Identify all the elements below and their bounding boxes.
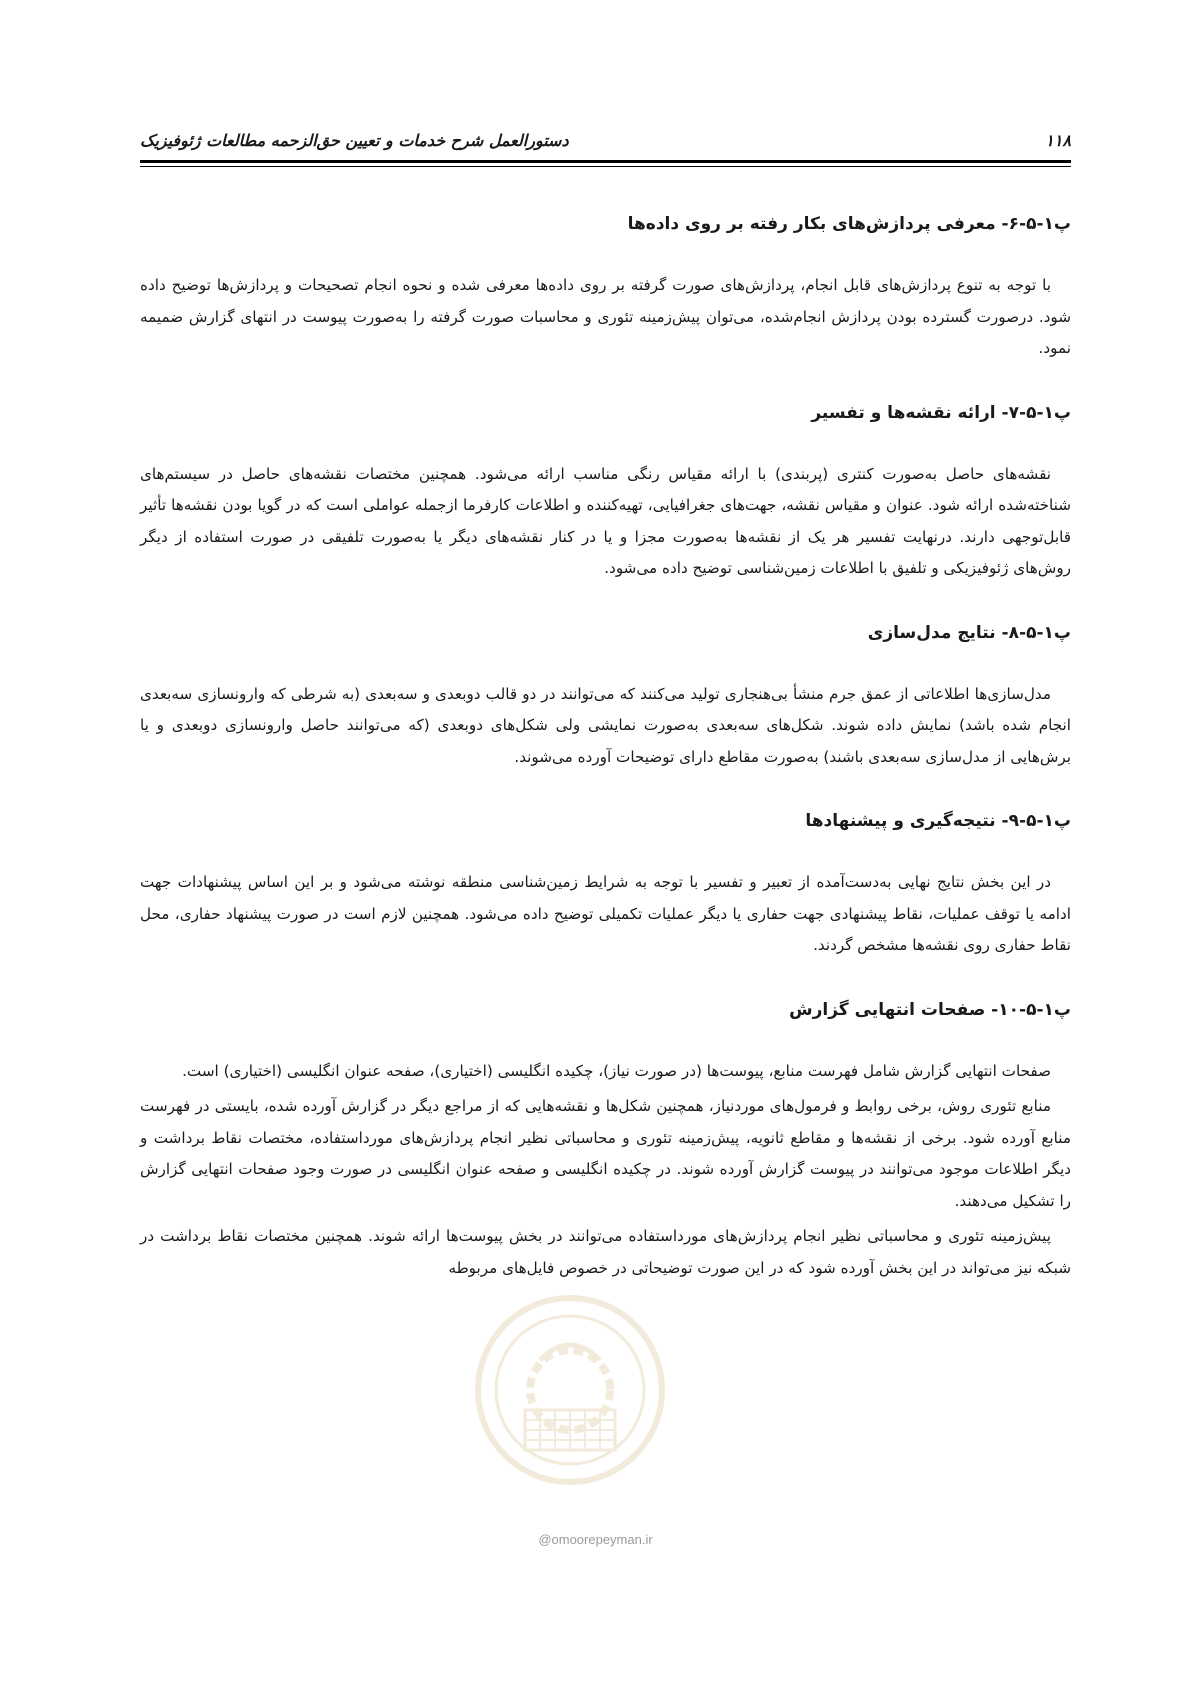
running-header xyxy=(140,128,1071,152)
section-heading: پ۱-۵-۶- معرفی پردازش‌های بکار رفته بر روی داده‌ها xyxy=(627,214,1071,234)
header-rule xyxy=(140,160,1071,167)
paragraph: با توجه به تنوع پردازش‌های قابل انجام، پردازش‌های صورت گرفته بر روی داده‌ها معرفی شده و نحوه انجام تصحیحات و پردازش‌ها توضیح داده شود. درصورت گسترده بودن پردازش انجام‌شده، می‌توان پیش‌زمینه تئوری و محاسبات صورت گرفته را به‌صورت پیوست در انتهای گزارش ضمیمه نمود. xyxy=(140,276,1071,357)
section-7 xyxy=(140,399,1071,585)
book-title: دستورالعمل شرح خدمات و تعیین حق‌الزحمه مطالعات ژئوفیزیک xyxy=(140,130,569,150)
page-content xyxy=(140,210,1071,1288)
section-6 xyxy=(140,210,1071,365)
section-10 xyxy=(140,996,1071,1285)
paragraph: در این بخش نتایج نهایی به‌دست‌آمده از تعبیر و تفسیر با توجه به شرایط زمین‌شناسی منطقه نوشته می‌شود و بر این اساس پیشنهادات جهت ادامه یا توقف عملیات، نقاط پیشنهادی جهت حفاری یا دیگر عملیات تکمیلی توضیح داده می‌شود. همچنین لازم است در صورت پیشنهاد حفاری، محل نقاط حفاری روی نقشه‌ها مشخص گردند. xyxy=(140,873,1071,954)
section-8 xyxy=(140,619,1071,774)
document-page xyxy=(140,0,1071,1684)
paragraph: مدل‌سازی‌ها اطلاعاتی از عمق جرم منشأ بی‌هنجاری تولید می‌کنند که می‌توانند در دو قالب دوبعدی و سه‌بعدی (به شرطی که وارونسازی سه‌بعدی انجام شده باشد) نمایش داده شوند. شکل‌های سه‌بعدی به‌صورت نمایشی ولی شکل‌های دوبعدی (که می‌توانند حاصل وارونسازی دوبعدی و یا برش‌هایی از مدل‌سازی سه‌بعدی باشند) به‌صورت مقاطع دارای توضیحات آورده می‌شوند. xyxy=(140,684,1071,766)
paragraph: نقشه‌های حاصل به‌صورت کنتری (پربندی) با ارائه مقیاس رنگی مناسب ارائه می‌شود. همچنین مختصات نقشه‌های حاصل در سیستم‌های شناخته‌شده ارائه شود. عنوان و مقیاس نقشه، جهت‌های جغرافیایی، تهیه‌کننده و اطلاعات کارفرما ازجمله عواملی است که در گویا بودن نقشه‌ها تأثیر قابل‌توجهی دارند. درنهایت تفسیر هر یک از نقشه‌ها به‌صورت مجزا و یا در کنار نقشه‌های دیگر یا به‌صورت تلفیقی در صورت استفاده از دیگر روش‌های ژئوفیزیکی و تلفیق با اطلاعات زمین‌شناسی توضیح داده می‌شود. xyxy=(140,464,1071,577)
section-heading: پ۱-۵-۷- ارائه نقشه‌ها و تفسیر xyxy=(811,402,1071,423)
paragraph: صفحات انتهایی گزارش شامل فهرست منابع، پیوست‌ها (در صورت نیاز)، چکیده انگلیسی (اختیاری)، صفحه عنوان انگلیسی (اختیاری) است. xyxy=(182,1061,1051,1080)
page-number: ۱۱۸ xyxy=(1045,130,1071,150)
paragraph: منابع تئوری روش، برخی روابط و فرمول‌های موردنیاز، همچنین شکل‌ها و نقشه‌هایی که از مراجع دیگر در گزارش آورده شده، بایستی در فهرست منابع آورده شود. برخی از نقشه‌ها و مقاطع ثانویه، پیش‌زمینه تئوری و محاسباتی نظیر انجام پردازش‌های مورداستفاده، مختصات نقاط برداشت و دیگر اطلاعات موجود می‌توانند در پیوست گزارش آورده شوند. در چکیده انگلیسی و صفحه عنوان انگلیسی در صورت وجود صفحات انتهایی گزارش را تشکیل می‌دهند. xyxy=(140,1097,1071,1210)
section-heading: پ۱-۵-۹- نتیجه‌گیری و پیشنهادها xyxy=(805,811,1071,831)
website-watermark: @omoorepeyman.ir xyxy=(538,1532,653,1547)
section-9 xyxy=(140,807,1071,962)
section-heading: پ۱-۵-۱۰- صفحات انتهایی گزارش xyxy=(789,999,1071,1020)
paragraph: پیش‌زمینه تئوری و محاسباتی نظیر انجام پردازش‌های مورداستفاده می‌توانند در بخش پیوست‌ها ارائه شوند. همچنین مختصات نقاط برداشت در شبکه نیز می‌تواند در این بخش آورده شود که در این صورت توضیحاتی در خصوص فایل‌های مربوطه xyxy=(140,1227,1071,1277)
section-heading: پ۱-۵-۸- نتایج مدل‌سازی xyxy=(867,622,1071,643)
